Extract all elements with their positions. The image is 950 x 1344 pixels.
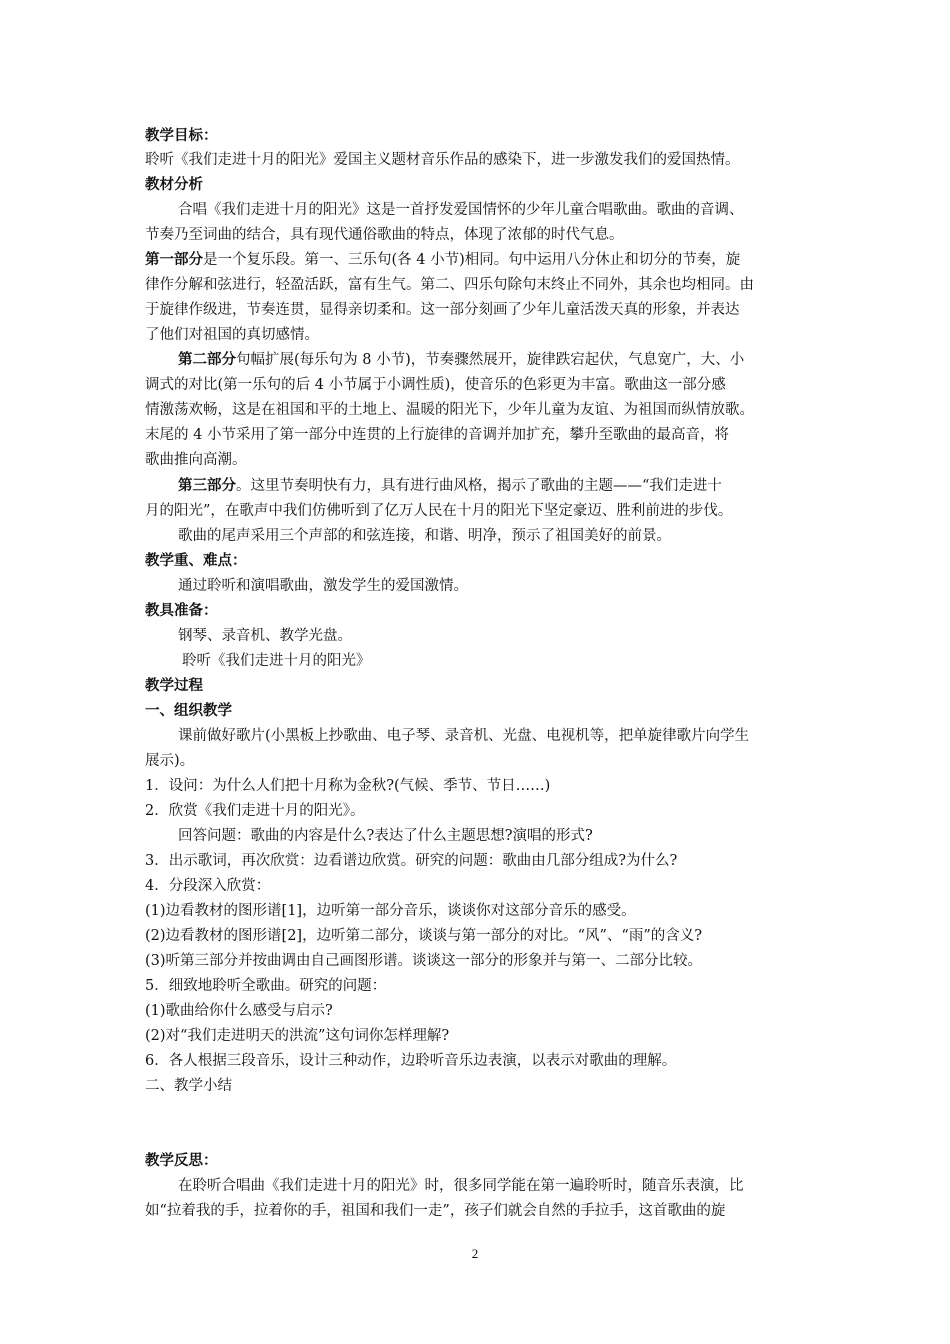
line-32 — [145, 899, 810, 923]
body-text: (2)边看教材的图形谱[2]，边听第二部分，谈谈与第一部分的对比。“风”、“雨”的含义? — [145, 928, 703, 944]
body-text: 了他们对祖国的真切感情。 — [145, 327, 319, 343]
body-text: 1．设问：为什么人们把十月称为金秋?(气候、季节、节日……) — [145, 778, 551, 794]
body-text: 调式的对比(第一乐句的后 4 小节属于小调性质)，使音乐的色彩更为丰富。歌曲这一部分感 — [145, 377, 726, 393]
line-17 — [178, 524, 810, 548]
body-text: 5．细致地聆听全歌曲。研究的问题： — [145, 978, 387, 994]
body-text: 二、教学小结 — [145, 1078, 232, 1094]
body-text: (2)对“我们走进明天的洪流”这句词你怎样理解? — [145, 1028, 450, 1044]
body-text: 月的阳光”，在歌声中我们仿佛听到了亿万人民在十月的阳光下坚定豪迈、胜利前进的步伐。 — [145, 503, 733, 519]
line-26 — [145, 749, 810, 773]
body-text: 末尾的 4 小节采用了第一部分中连贯的上行旋律的音调并加扩充，攀升至歌曲的最高音，将 — [145, 427, 729, 443]
heading-text: 第二部分 — [178, 351, 236, 368]
line-4 — [178, 198, 810, 222]
body-text: 聆听《我们走进十月的阳光》 — [182, 653, 371, 669]
heading-text: 教材分析 — [145, 176, 203, 193]
body-text: 于旋律作级进，节奏连贯，显得亲切柔和。这一部分刻画了少年儿童活泼天真的形象，并表达 — [145, 302, 740, 318]
page-number: 2 — [471, 1246, 479, 1261]
line-40 — [145, 1149, 810, 1173]
body-text: 回答问题：歌曲的内容是什么?表达了什么主题思想?演唱的形式? — [178, 828, 593, 844]
heading-text: 教学过程 — [145, 677, 203, 694]
body-text: 如“拉着我的手，拉着你的手，祖国和我们一走”，孩子们就会自然的手拉手，这首歌曲的旋 — [145, 1203, 726, 1219]
heading-text: 教学反思： — [145, 1152, 218, 1169]
body-text: 通过聆听和演唱歌曲，激发学生的爱国激情。 — [178, 578, 468, 594]
body-text: 钢琴、录音机、教学光盘。 — [178, 628, 352, 644]
line-8 — [145, 298, 810, 322]
line-37 — [145, 1024, 810, 1048]
line-27 — [145, 774, 810, 798]
body-text: (3)听第三部分并按曲调由自己画图形谱。谈谈这一部分的形象并与第一、二部分比较。 — [145, 953, 703, 969]
body-text: (1)歌曲给你什么感受与启示? — [145, 1003, 333, 1019]
body-text: 6．各人根据三段音乐，设计三种动作，边聆听音乐边表演，以表示对歌曲的理解。 — [145, 1053, 677, 1069]
line-24 — [145, 699, 810, 723]
line-16 — [145, 499, 810, 523]
heading-text: 一、组织教学 — [145, 702, 232, 719]
heading-text: 第一部分 — [145, 251, 203, 268]
line-7 — [145, 273, 810, 297]
line-25 — [178, 724, 810, 748]
line-12 — [145, 398, 810, 422]
body-text: 4．分段深入欣赏： — [145, 878, 271, 894]
line-9 — [145, 323, 810, 347]
heading-text: 教学目标： — [145, 127, 218, 144]
line-33 — [145, 924, 810, 948]
line-22 — [182, 649, 810, 673]
line-14 — [145, 448, 810, 472]
line-38 — [145, 1049, 810, 1073]
body-text: 2．欣赏《我们走进十月的阳光》。 — [145, 803, 365, 819]
body-text: 歌曲推向高潮。 — [145, 452, 247, 468]
line-42 — [145, 1199, 810, 1223]
line-13 — [145, 423, 810, 447]
line-20 — [145, 599, 810, 623]
heading-text: 第三部分 — [178, 477, 236, 494]
line-15 — [178, 474, 810, 498]
line-3 — [145, 173, 810, 197]
line-41 — [178, 1174, 810, 1198]
heading-text: 教具准备： — [145, 602, 218, 619]
line-5 — [145, 223, 810, 247]
line-10 — [178, 348, 810, 372]
body-text: 合唱《我们走进十月的阳光》这是一首抒发爱国情怀的少年儿童合唱歌曲。歌曲的音调、 — [178, 202, 744, 218]
line-23 — [145, 674, 810, 698]
line-30 — [145, 849, 810, 873]
line-2 — [145, 148, 810, 172]
body-text: (1)边看教材的图形谱[1]，边听第一部分音乐，谈谈你对这部分音乐的感受。 — [145, 903, 636, 919]
line-31 — [145, 874, 810, 898]
line-18 — [145, 549, 810, 573]
body-text: 课前做好歌片(小黑板上抄歌曲、电子琴、录音机、光盘、电视机等，把单旋律歌片向学生 — [178, 728, 750, 744]
line-19 — [178, 574, 810, 598]
line-6 — [145, 248, 810, 272]
body-text: 情激荡欢畅，这是在祖国和平的土地上、温暖的阳光下，少年儿童为友谊、为祖国而纵情放歌。 — [145, 402, 754, 418]
body-text: 在聆听合唱曲《我们走进十月的阳光》时，很多同学能在第一遍聆听时，随音乐表演，比 — [178, 1178, 744, 1194]
line-39 — [145, 1074, 810, 1098]
body-text: 是一个复乐段。第一、三乐句(各 4 小节)相同。句中运用八分休止和切分的节奏，旋 — [203, 252, 741, 268]
line-28 — [145, 799, 810, 823]
body-text: 节奏乃至词曲的结合，具有现代通俗歌曲的特点，体现了浓郁的时代气息。 — [145, 227, 624, 243]
line-21 — [178, 624, 810, 648]
line-35 — [145, 974, 810, 998]
line-1 — [145, 124, 810, 148]
line-34 — [145, 949, 810, 973]
heading-text: 教学重、难点： — [145, 552, 247, 569]
body-text: 聆听《我们走进十月的阳光》爱国主义题材音乐作品的感染下，进一步激发我们的爱国热情。 — [145, 152, 740, 168]
body-text: 句幅扩展(每乐句为 8 小节)，节奏骤然展开，旋律跌宕起伏，气息宽广，大、小 — [236, 352, 745, 368]
body-text: 律作分解和弦进行，轻盈活跃，富有生气。第二、四乐句除句末终止不同外，其余也均相同。由 — [145, 277, 754, 293]
body-text: 3．出示歌词，再次欣赏：边看谱边欣赏。研究的问题：歌曲由几部分组成?为什么? — [145, 853, 678, 869]
line-11 — [145, 373, 810, 397]
line-36 — [145, 999, 810, 1023]
body-text: 。这里节奏明快有力，具有进行曲风格，揭示了歌曲的主题——“我们走进十 — [236, 478, 722, 494]
line-29 — [178, 824, 810, 848]
body-text: 展示)。 — [145, 753, 195, 769]
body-text: 歌曲的尾声采用三个声部的和弦连接，和谐、明净，预示了祖国美好的前景。 — [178, 528, 671, 544]
